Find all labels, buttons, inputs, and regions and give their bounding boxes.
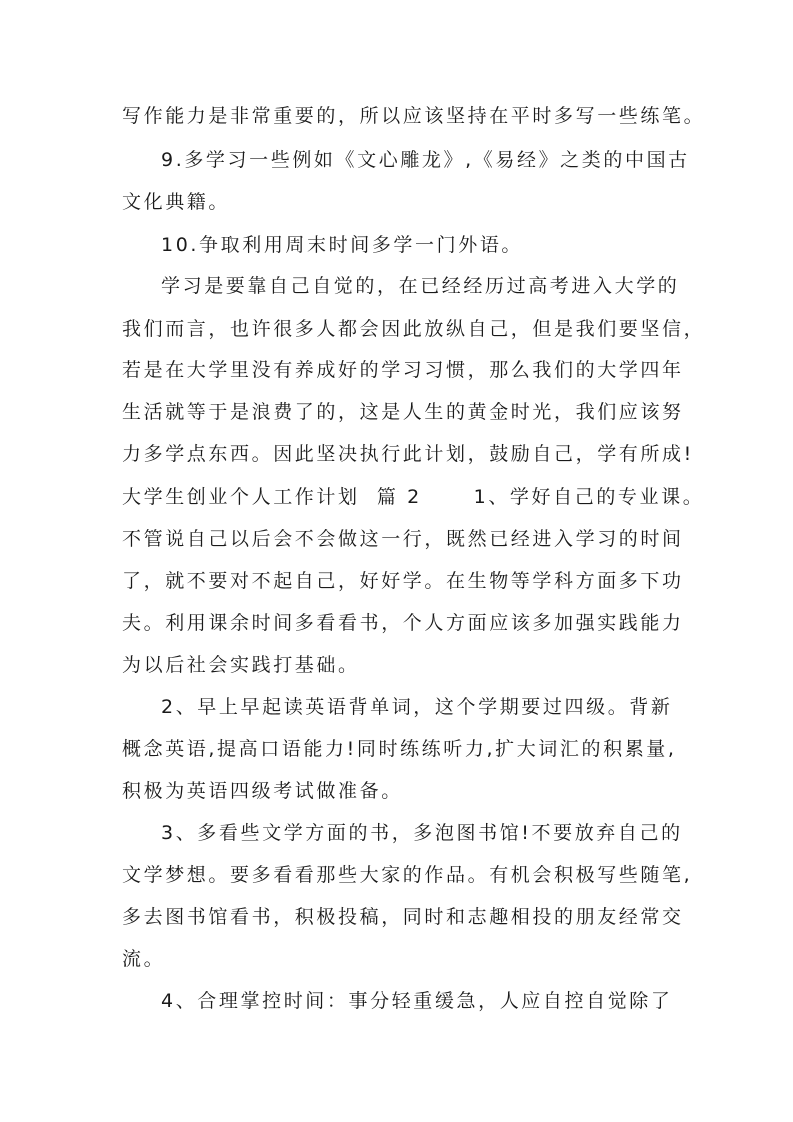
text-line: 了，就不要对不起自己，好好学。在生物等学科方面多下功: [122, 570, 684, 592]
list-item-4: 4、合理掌控时间：事分轻重缓急，人应自控自觉除了: [161, 990, 673, 1012]
text-line: 生活就等于是浪费了的，这是人生的黄金时光，我们应该努: [122, 401, 684, 423]
section-heading-line: 大学生创业个人工作计划 篇 2 1、学好自己的专业课。: [122, 486, 705, 508]
text-line: 概念英语,提高口语能力!同时练练听力,扩大词汇的积累量,: [122, 738, 677, 760]
text-line: 文学梦想。要多看看那些大家的作品。有机会积极写些随笔,: [122, 864, 693, 886]
text-line: 夫。利用课余时间多看看书，个人方面应该多加强实践能力: [122, 612, 684, 634]
text-line: 写作能力是非常重要的，所以应该坚持在平时多写一些练笔。: [122, 105, 706, 127]
text-line: 不管说自己以后会不会做这一行，既然已经进入学习的时间: [122, 528, 684, 550]
paragraph-start: 学习是要靠自己自觉的，在已经经历过高考进入大学的: [161, 275, 680, 297]
list-item-10: 10.争取利用周末时间多学一门外语。: [161, 234, 524, 256]
text-line: 文化典籍。: [122, 191, 231, 213]
text-line: 多去图书馆看书，积极投稿，同时和志趣相投的朋友经常交: [122, 906, 684, 928]
text-line: 若是在大学里没有养成好的学习习惯，那么我们的大学四年: [122, 359, 684, 381]
text-line: 流。: [122, 948, 166, 970]
list-item-9: 9.多学习一些例如《文心雕龙》,《易经》之类的中国古: [161, 149, 690, 171]
list-item-2: 2、早上早起读英语背单词，这个学期要过四级。背新: [161, 696, 673, 718]
text-line: 为以后社会实践打基础。: [122, 654, 360, 676]
text-line: 积极为英语四级考试做准备。: [122, 780, 403, 802]
text-line: 力多学点东西。因此坚决执行此计划，鼓励自己，学有所成!: [122, 443, 694, 465]
text-line: 我们而言，也许很多人都会因此放纵自己，但是我们要坚信，: [122, 318, 706, 340]
list-item-3: 3、多看些文学方面的书，多泡图书馆!不要放弃自己的: [161, 822, 683, 844]
